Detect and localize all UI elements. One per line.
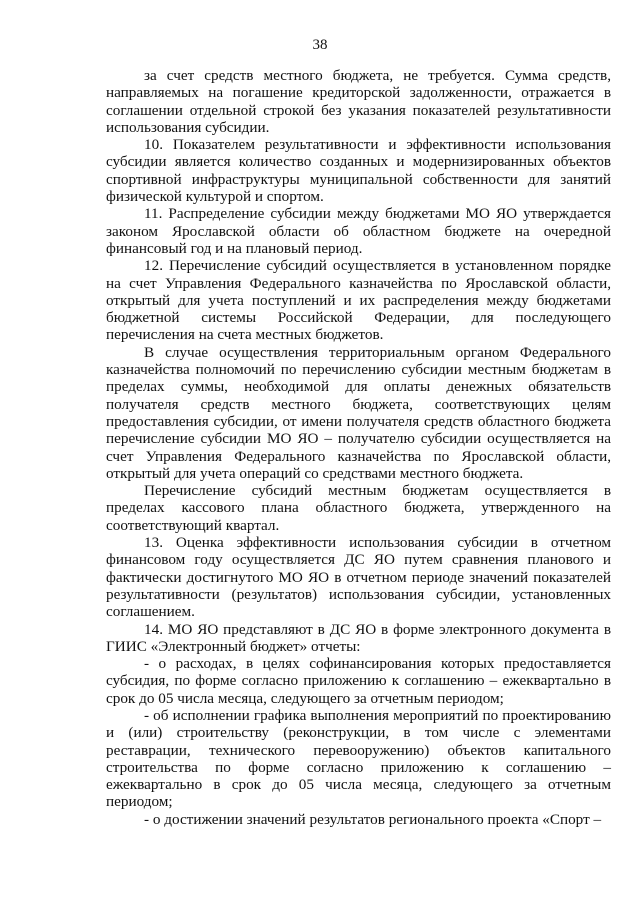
paragraph-10-performance-indicator: 10. Показателем результативности и эффективности использования субсидии является количество созданных и модернизированных объектов спортивной инфраструктуры муниципальной собственности для занятий физической культурой и спортом. (106, 136, 611, 206)
list-item-expenses-report: - о расходах, в целях софинансирования которых предоставляется субсидия, по форме согласно приложению к соглашению – ежеквартально в срок до 05 числа месяца, следующего за отчетным периодом; (106, 655, 611, 707)
page-number: 38 (312, 37, 328, 53)
paragraph-11-distribution: 11. Распределение субсидии между бюджетами МО ЯО утверждается законом Ярославской области об областном бюджете на очередной финансовый год и на плановый период. (106, 205, 611, 257)
list-item-results-report: - о достижении значений результатов регионального проекта «Спорт – (144, 810, 602, 828)
paragraph-cash-plan: Перечисление субсидий местным бюджетам осуществляется в пределах кассового плана областного бюджета, утвержденного на соответствующий квартал. (106, 482, 611, 534)
document-body (106, 67, 611, 828)
list-item-schedule-report: - об исполнении графика выполнения мероприятий по проектированию и (или) строительству (реконструкции, в том числе с элементами реставрации, технического перевооружению) объектов капитального строительства по форме согласно приложению к соглашению – ежеквартально в срок до 05 числа месяца, следующего за отчетным периодом; (106, 706, 611, 811)
paragraph-12-transfer: 12. Перечисление субсидий осуществляется в установленном порядке на счет Управления Федерального казначейства по Ярославской области, открытый для учета поступлений и их распределения между бюджетами бюджетной системы Российской Федерации, для последующего перечисления на счета местных бюджетов. (106, 257, 611, 344)
paragraph-continuation-creditor-debt: за счет средств местного бюджета, не требуется. Сумма средств, направляемых на погашение кредиторской задолженности, отражается в соглашении отдельной строкой без указания показателей результативности использования субсидии. (106, 67, 611, 136)
paragraph-13-efficiency-assessment: 13. Оценка эффективности использования субсидии в отчетном финансовом году осуществляется ДС ЯО путем сравнения планового и фактически достигнутого МО ЯО в отчетном периоде значений показателей результативности (результатов) использования субсидии, установленных соглашением. (106, 534, 611, 621)
paragraph-treasury-powers: В случае осуществления территориальным органом Федерального казначейства полномочий по перечислению субсидии местным бюджетам в пределах суммы, необходимой для оплаты денежных обязательств получателя средств местного бюджета, соответствующих целям предоставления субсидии, от имени получателя средств областного бюджета перечисление субсидии МО ЯО – получателю субсидии осуществляется на счет Управления Федерального казначейства по Ярославской области, открытый для учета операций со средствами местного бюджета. (106, 343, 611, 482)
paragraph-14-reports: 14. МО ЯО представляют в ДС ЯО в форме электронного документа в ГИИС «Электронный бюджет» отчеты: (106, 620, 611, 655)
